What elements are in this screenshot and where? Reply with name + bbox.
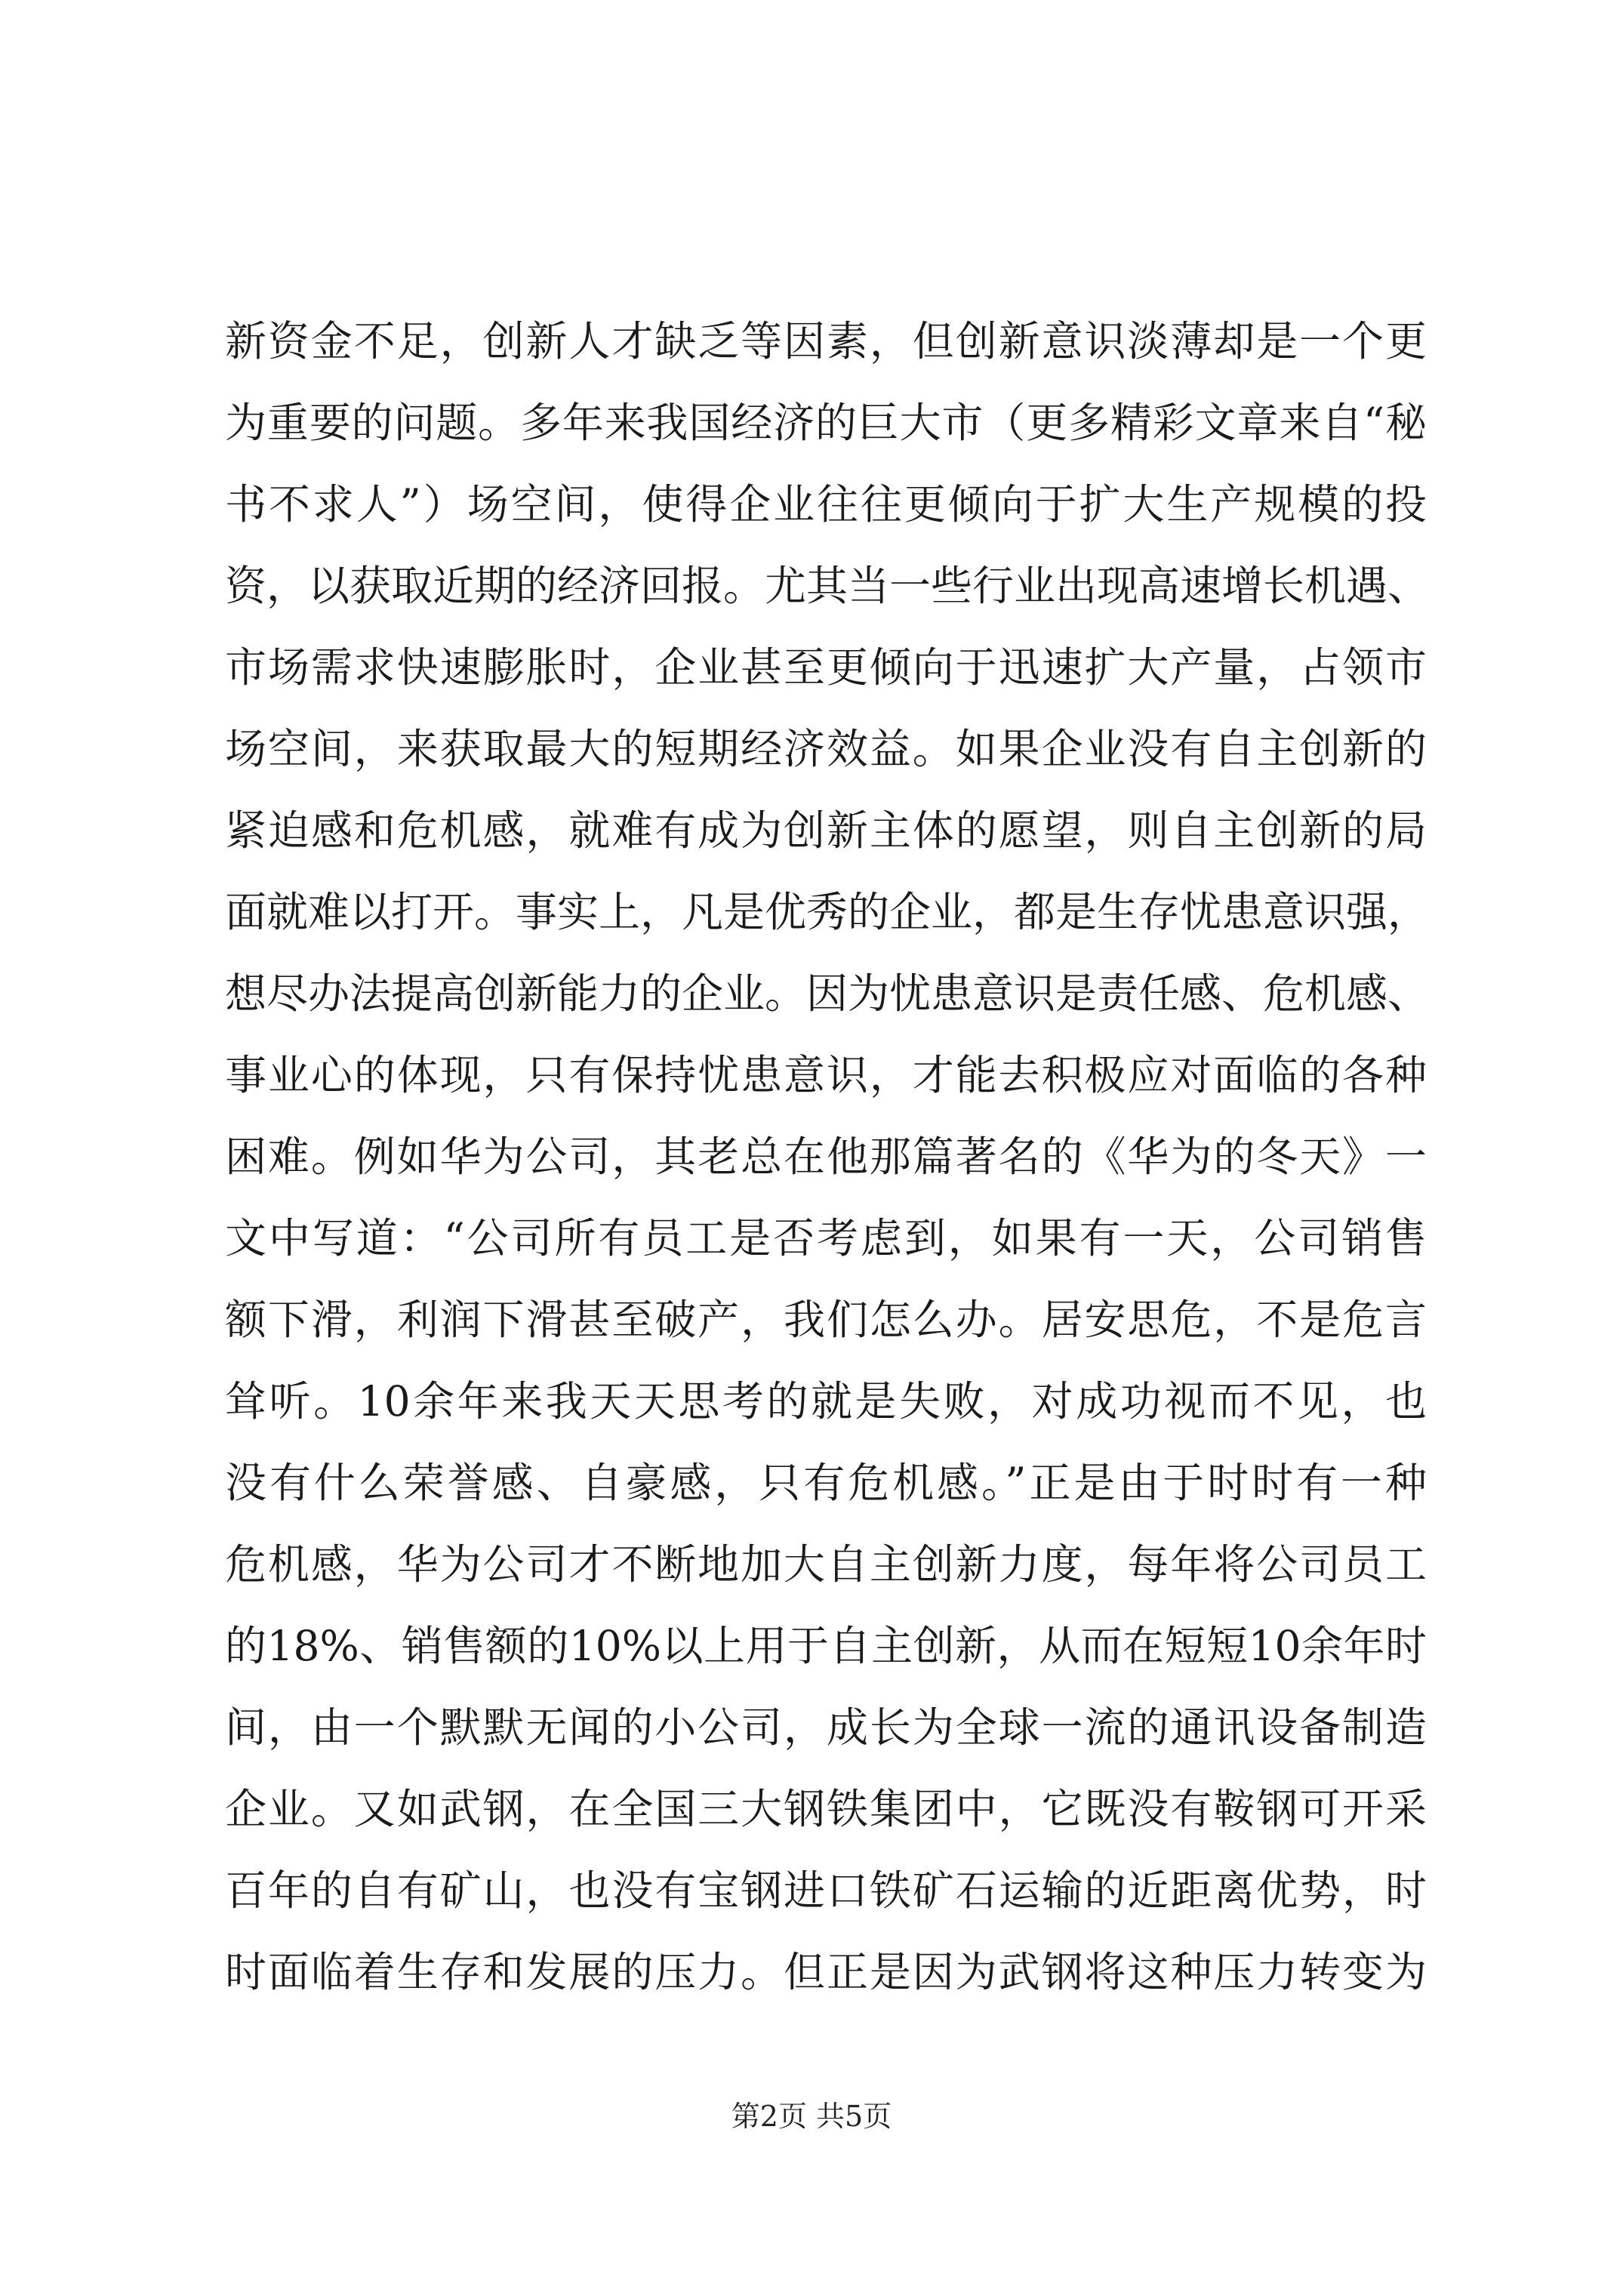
text-line: 面就难以打开。事实上，凡是优秀的企业，都是生存忧患意识强， [225,888,1430,936]
text-line: 没有什么荣誉感、自豪感，只有危机感。”正是由于时时有一种 [225,1459,1427,1507]
text-line: 百年的自有矿山，也没有宝钢进口铁矿石运输的近距离优势，时 [225,1866,1427,1915]
text-line: 为重要的问题。多年来我国经济的巨大市（更多精彩文章来自“秘 [225,399,1427,447]
text-line: 想尽办法提高创新能力的企业。因为忧患意识是责任感、危机感、 [225,969,1430,1018]
text-line: 危机感，华为公司才不断地加大自主创新力度，每年将公司员工 [225,1540,1427,1589]
page-number-label: 第2页 共5页 [731,2100,892,2133]
text-line: 企业。又如武钢，在全国三大钢铁集团中，它既没有鞍钢可开采 [225,1785,1427,1833]
text-line: 困难。例如华为公司，其老总在他那篇著名的《华为的冬天》一 [225,1133,1427,1181]
text-line: 新资金不足，创新人才缺乏等因素，但创新意识淡薄却是一个更 [225,317,1427,365]
text-line: 间，由一个默默无闻的小公司，成长为全球一流的通讯设备制造 [225,1703,1427,1752]
text-line: 紧迫感和危机感，就难有成为创新主体的愿望，则自主创新的局 [225,806,1427,855]
text-line: 耸听。10余年来我天天思考的就是失败，对成功视而不见，也 [225,1377,1427,1425]
text-line: 资，以获取近期的经济回报。尤其当一些行业出现高速增长机遇、 [225,562,1430,610]
page-footer [0,2097,1623,2135]
text-line: 场空间，来获取最大的短期经济效益。如果企业没有自主创新的 [225,725,1427,773]
text-line: 的18%、销售额的10%以上用于自主创新，从而在短短10余年时 [225,1622,1427,1670]
body-text [225,300,1430,2013]
text-line: 书不求人”）场空间，使得企业往往更倾向于扩大生产规模的投 [225,480,1427,529]
text-line: 市场需求快速膨胀时，企业甚至更倾向于迅速扩大产量，占领市 [225,643,1427,692]
text-line: 文中写道：“公司所有员工是否考虑到，如果有一天，公司销售 [225,1214,1427,1262]
text-line: 额下滑，利润下滑甚至破产，我们怎么办。居安思危，不是危言 [225,1296,1427,1344]
text-line: 时面临着生存和发展的压力。但正是因为武钢将这种压力转变为 [225,1948,1427,1996]
text-line: 事业心的体现，只有保持忧患意识，才能去积极应对面临的各种 [225,1051,1427,1099]
